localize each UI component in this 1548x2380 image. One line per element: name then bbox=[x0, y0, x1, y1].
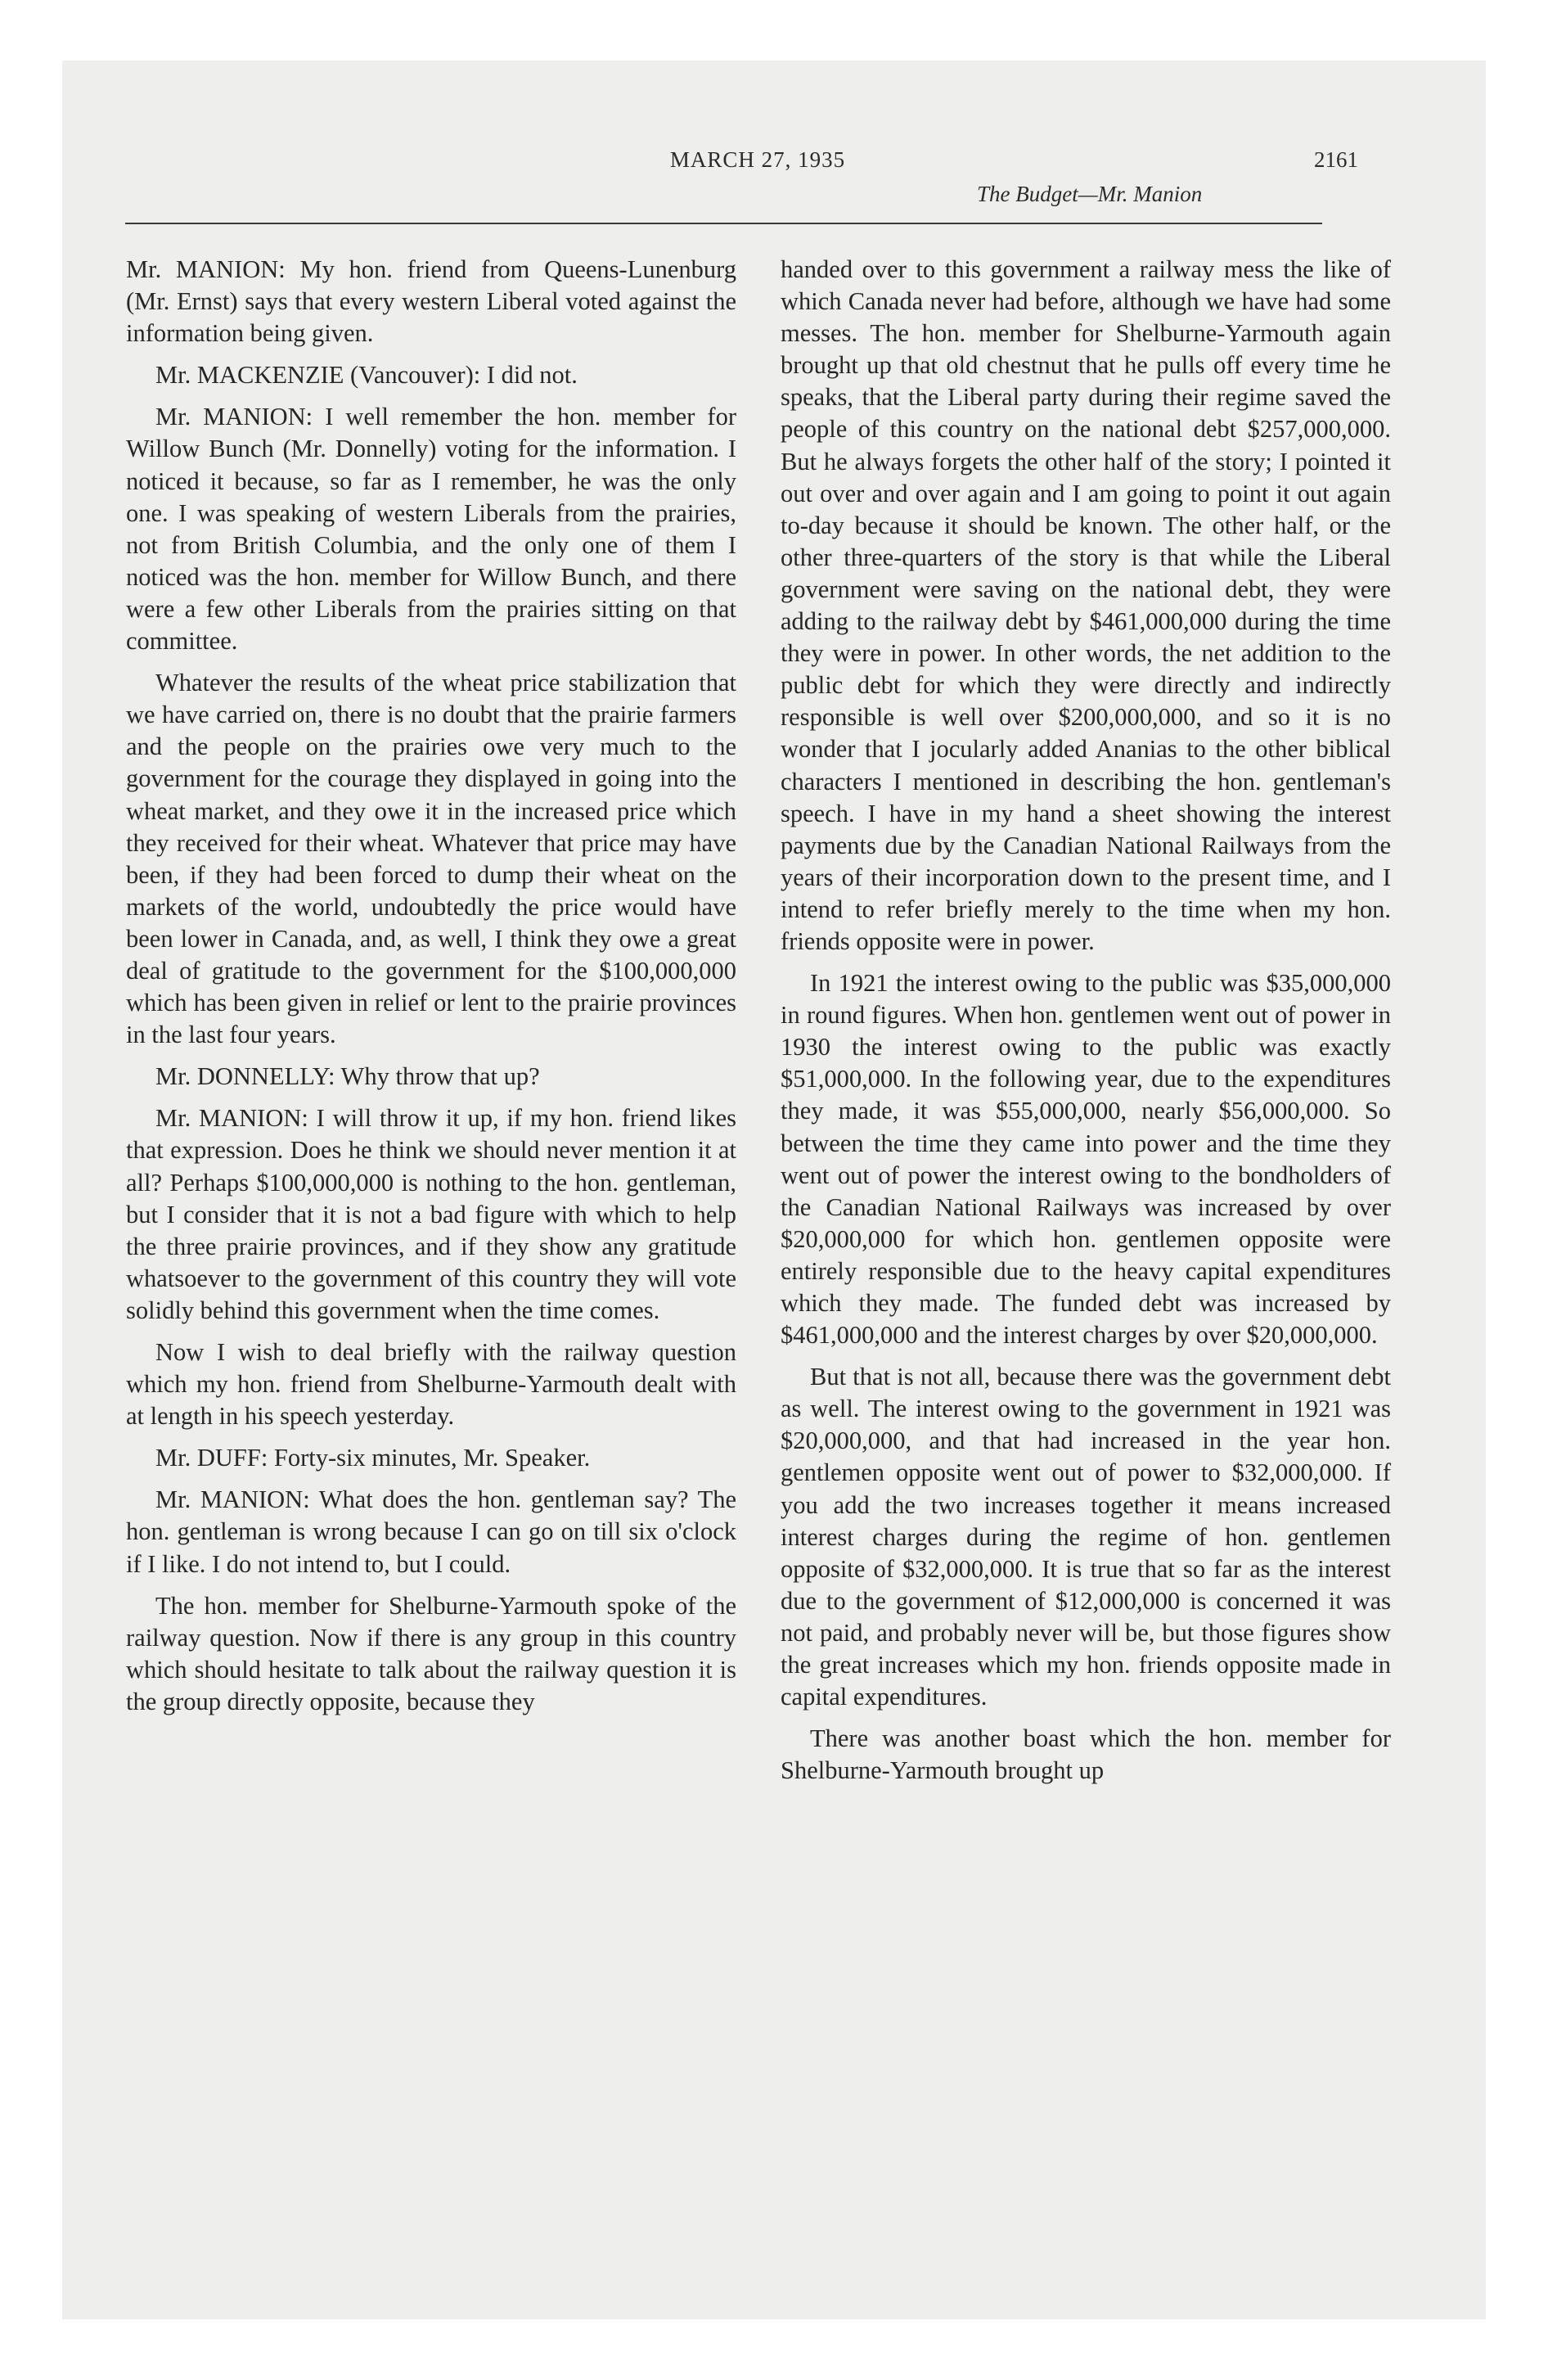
paragraph: Mr. DUFF: Forty-six minutes, Mr. Speaker. bbox=[155, 1444, 591, 1472]
paragraph: But that is not all, because there was the government debt as well. The interest owing to the government in 1921 was $20,000,000, and that had increased in the year hon. gentlemen opposite went out of power to $32,000,000. If you add the two increases together it means increased interest charges during the regime of hon. gentlemen opposite of $32,000,000. It is true that so far as the interest due to the government of $12,000,000 is concerned it was not paid, and probably never will be, but those figures show the great increases which my hon. friends opposite made in capital expenditures. bbox=[781, 1363, 1391, 1711]
running-head: The Budget—Mr. Manion bbox=[977, 182, 1203, 206]
page-number: 2161 bbox=[1314, 147, 1358, 172]
paragraph: Mr. MANION: What does the hon. gentleman say? The hon. gentleman is wrong because I can go on till six o'clock if I like. I do not intend to, but I could. bbox=[126, 1485, 736, 1578]
paragraph: handed over to this government a railway mess the like of which Canada never had before, although we have had some messes. The hon. member for Shelburne-Yarmouth again brought up that old chestnut that he pulls off every time he speaks, that the Liberal party during their regime saved the people of this country on the national debt $257,000,000. But he always forgets the other half of the story; I pointed it out over and over again and I am going to point it out again to-day because it should be known. The other half, or the other three-quarters of the story is that while the Liberal government were saving on the national debt, they were adding to the railway debt by $461,000,000 during the time they were in power. In other words, the net addition to the public debt for which they were directly and indirectly responsible is well over $200,000,000, and so it is no wonder that I jocularly added Ananias to the other biblical characters I mentioned in describing the hon. gentleman's speech. I have in my hand a sheet showing the interest payments due by the Canadian National Railways from the years of their incorporation down to the present time, and I intend to refer briefly merely to the time when my hon. friends opposite were in power. bbox=[781, 255, 1391, 955]
hansard-page bbox=[62, 61, 1486, 2319]
right-column bbox=[781, 254, 1391, 1796]
paragraph: Mr. MANION: My hon. friend from Queens-Lunenburg (Mr. Ernst) says that every western Liberal voted against the information being given. bbox=[126, 255, 736, 348]
paragraph: Mr. MANION: I will throw it up, if my hon. friend likes that expression. Does he think we should never mention it at all? Perhaps $100,000,000 is nothing to the hon. gentleman, but I consider that it is not a bad figure with which to help the three prairie provinces, and if they show any gratitude whatsoever to the government of this country they will vote solidly behind this government when the time comes. bbox=[126, 1104, 736, 1324]
paragraph: In 1921 the interest owing to the public was $35,000,000 in round figures. When hon. gentlemen went out of power in 1930 the interest owing to the public was exactly $51,000,000. In the following year, due to the expenditures they made, it was $55,000,000, nearly $56,000,000. So between the time they came into power and the time they went out of power the interest owing to the bondholders of the Canadian National Railways was increased by over $20,000,000 for which hon. gentlemen opposite were entirely responsible due to the heavy capital expenditures which they made. The funded debt was increased by $461,000,000 and the interest charges by over $20,000,000. bbox=[781, 969, 1391, 1350]
paragraph: Now I wish to deal briefly with the railway question which my hon. friend from Shelburne-Yarmouth dealt with at length in his speech yesterday. bbox=[126, 1338, 736, 1431]
paragraph: Mr. MANION: I well remember the hon. member for Willow Bunch (Mr. Donnelly) voting for the information. I noticed it because, so far as I remember, he was the only one. I was speaking of western Liberals from the prairies, not from British Columbia, and the only one of them I noticed was the hon. member for Willow Bunch, and there were a few other Liberals from the prairies sitting on that committee. bbox=[126, 403, 736, 656]
left-column bbox=[126, 254, 736, 1728]
header-rule bbox=[125, 223, 1322, 224]
paragraph: The hon. member for Shelburne-Yarmouth spoke of the railway question. Now if there is any group in this country which should hesitate to talk about the railway question it is the group directly opposite, because they bbox=[126, 1591, 736, 1715]
header-date: MARCH 27, 1935 bbox=[669, 147, 846, 172]
paragraph: Whatever the results of the wheat price stabilization that we have carried on, there is no doubt that the prairie farmers and the people on the prairies owe very much to the government for the courage they displayed in going into the wheat market, and they owe it in the increased price which they received for their wheat. Whatever that price may have been, if they had been forced to dump their wheat on the markets of the world, undoubtedly the price would have been lower in Canada, and, as well, I think they owe a great deal of gratitude to the government for the $100,000,000 which has been given in relief or lent to the prairie provinces in the last four years. bbox=[126, 669, 736, 1049]
paragraph: Mr. DONNELLY: Why throw that up? bbox=[155, 1062, 540, 1091]
paragraph: Mr. MACKENZIE (Vancouver): I did not. bbox=[155, 361, 578, 390]
paragraph: There was another boast which the hon. member for Shelburne-Yarmouth brought up bbox=[781, 1724, 1391, 1785]
page-header bbox=[62, 147, 1486, 206]
